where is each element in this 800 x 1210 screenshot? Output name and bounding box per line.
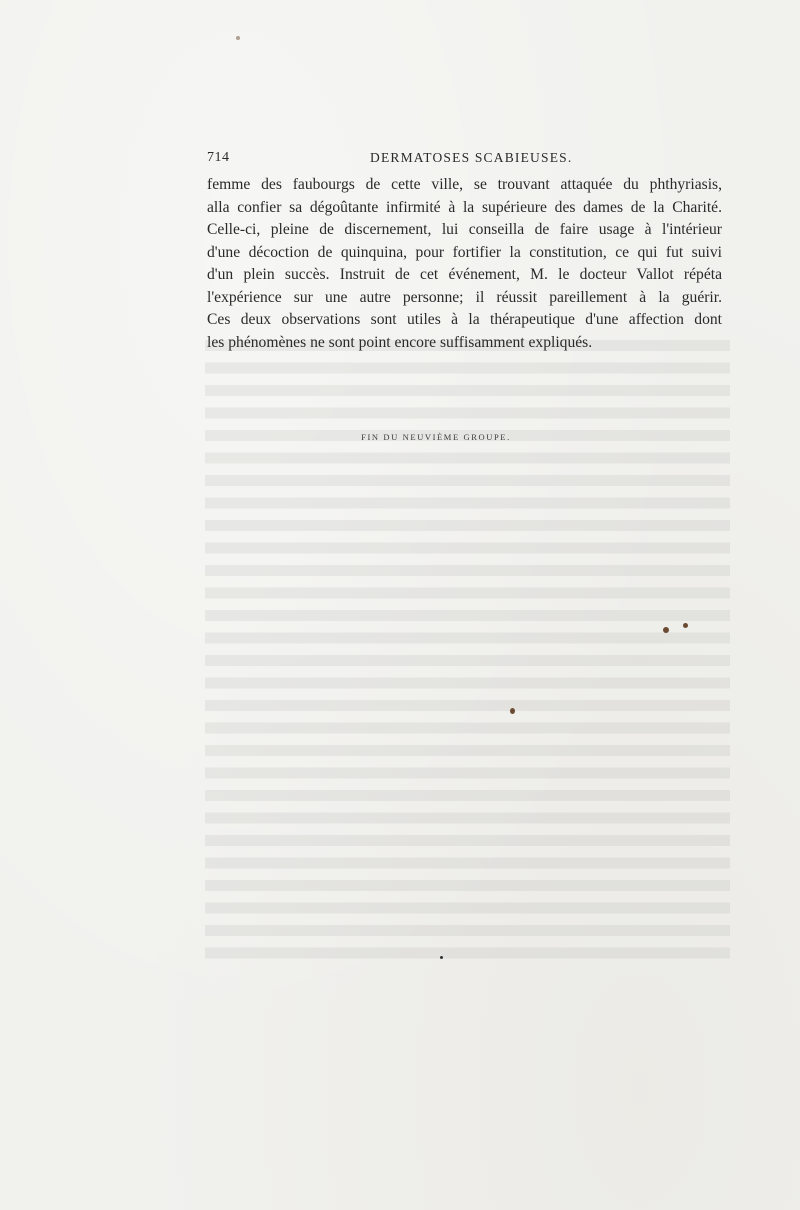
page-header (207, 150, 722, 170)
paper-speck (236, 36, 240, 40)
text-line: alla confier sa dégoûtante infirmité à la supérieure des dames de la Charité. (207, 198, 722, 216)
body-paragraph (207, 174, 722, 354)
text-line: d'une décoction de quinquina, pour fortifier la constitution, ce qui fut suivi (207, 243, 722, 261)
text-line: d'un plein succès. Instruit de cet événement, M. le docteur Vallot répéta (207, 266, 722, 283)
text-line: femme des faubourgs de cette ville, se trouvant attaquée du phthyriasis, (207, 176, 722, 193)
paper-speck (440, 956, 443, 959)
paper-speck (510, 708, 515, 714)
text-line: Celle-ci, pleine de discernement, lui conseilla de faire usage à l'intérieur (207, 221, 722, 238)
text-line: les phénomènes ne sont point encore suffisamment expliqués. (207, 333, 593, 351)
page-number: 714 (207, 150, 230, 165)
text-line: l'expérience sur une autre personne; il réussit pareillement à la guérir. (207, 288, 722, 306)
paper-speck (663, 627, 669, 633)
end-mark-text: FIN DU NEUVIÈME GROUPE. (361, 432, 511, 442)
running-head: DERMATOSES SCABIEUSES. (370, 150, 573, 165)
paper-speck (683, 623, 688, 628)
text-line: Ces deux observations sont utiles à la thérapeutique d'une affection dont (207, 311, 722, 328)
end-of-section-mark (0, 432, 800, 442)
